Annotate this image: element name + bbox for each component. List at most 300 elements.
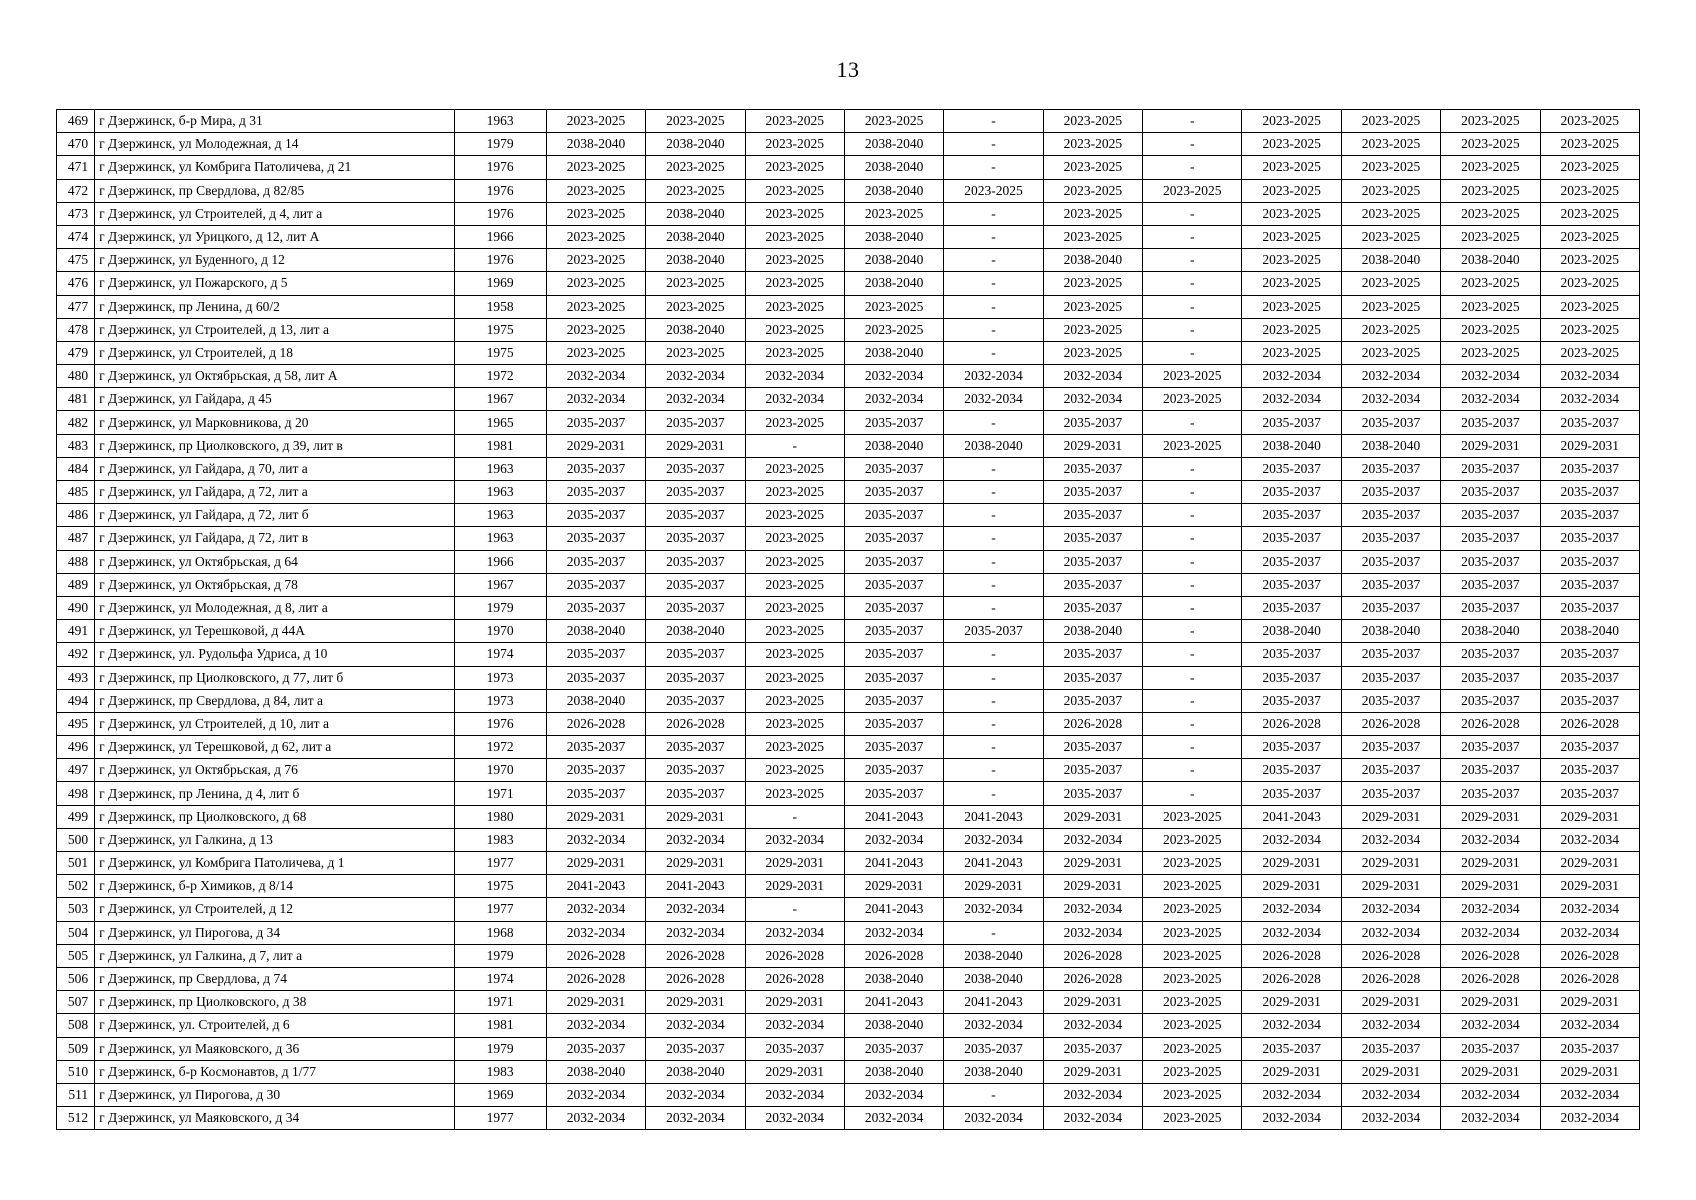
period-cell: 2023-2025 <box>1242 179 1341 202</box>
row-number: 481 <box>57 388 95 411</box>
period-cell: 2035-2037 <box>1043 504 1142 527</box>
period-cell: 2041-2043 <box>646 875 745 898</box>
period-cell: 2035-2037 <box>1242 1037 1341 1060</box>
period-cell: 2029-2031 <box>1441 852 1540 875</box>
period-cell: 2035-2037 <box>1540 782 1639 805</box>
period-cell: - <box>1143 133 1242 156</box>
row-number: 506 <box>57 967 95 990</box>
period-cell: 2035-2037 <box>546 1037 645 1060</box>
table-row <box>57 828 1640 851</box>
period-cell: - <box>1143 272 1242 295</box>
year-cell: 1975 <box>454 341 546 364</box>
year-cell: 1979 <box>454 596 546 619</box>
address-cell: г Дзержинск, ул Маяковского, д 34 <box>95 1107 454 1130</box>
period-cell: - <box>944 156 1043 179</box>
period-cell: 2032-2034 <box>1441 365 1540 388</box>
period-cell: 2035-2037 <box>646 759 745 782</box>
table-row <box>57 967 1640 990</box>
period-cell: 2035-2037 <box>844 550 943 573</box>
period-cell: 2026-2028 <box>745 967 844 990</box>
period-cell: 2029-2031 <box>1043 991 1142 1014</box>
period-cell: 2026-2028 <box>1441 712 1540 735</box>
period-cell: 2035-2037 <box>1540 736 1639 759</box>
address-cell: г Дзержинск, ул Октябрьская, д 64 <box>95 550 454 573</box>
period-cell: 2035-2037 <box>1242 550 1341 573</box>
address-cell: г Дзержинск, б-р Химиков, д 8/14 <box>95 875 454 898</box>
row-number: 484 <box>57 457 95 480</box>
period-cell: 2026-2028 <box>1043 712 1142 735</box>
row-number: 487 <box>57 527 95 550</box>
period-cell: 2038-2040 <box>546 1060 645 1083</box>
period-cell: 2023-2025 <box>745 133 844 156</box>
period-cell: 2023-2025 <box>1441 225 1540 248</box>
period-cell: 2029-2031 <box>1341 805 1440 828</box>
period-cell: 2023-2025 <box>1341 341 1440 364</box>
period-cell: 2032-2034 <box>844 365 943 388</box>
period-cell: 2029-2031 <box>646 434 745 457</box>
period-cell: 2032-2034 <box>646 1083 745 1106</box>
year-cell: 1970 <box>454 620 546 643</box>
period-cell: 2035-2037 <box>844 782 943 805</box>
period-cell: - <box>745 434 844 457</box>
table-row <box>57 620 1640 643</box>
period-cell: 2026-2028 <box>1242 712 1341 735</box>
period-cell: 2035-2037 <box>844 527 943 550</box>
period-cell: - <box>944 527 1043 550</box>
year-cell: 1958 <box>454 295 546 318</box>
period-cell: 2038-2040 <box>646 1060 745 1083</box>
period-cell: 2023-2025 <box>745 620 844 643</box>
period-cell: 2032-2034 <box>546 1083 645 1106</box>
period-cell: 2023-2025 <box>1242 133 1341 156</box>
year-cell: 1974 <box>454 967 546 990</box>
period-cell: 2032-2034 <box>646 1014 745 1037</box>
period-cell: 2029-2031 <box>1441 991 1540 1014</box>
table-row <box>57 318 1640 341</box>
period-cell: 2032-2034 <box>1242 365 1341 388</box>
period-cell: 2032-2034 <box>745 828 844 851</box>
table-row <box>57 1107 1640 1130</box>
period-cell: 2032-2034 <box>745 921 844 944</box>
period-cell: 2023-2025 <box>1242 295 1341 318</box>
address-cell: г Дзержинск, ул Октябрьская, д 76 <box>95 759 454 782</box>
period-cell: 2023-2025 <box>1143 967 1242 990</box>
period-cell: 2023-2025 <box>1143 1014 1242 1037</box>
period-cell: 2035-2037 <box>1441 481 1540 504</box>
period-cell: 2035-2037 <box>1242 573 1341 596</box>
row-number: 479 <box>57 341 95 364</box>
period-cell: 2035-2037 <box>1540 1037 1639 1060</box>
row-number: 498 <box>57 782 95 805</box>
period-cell: 2035-2037 <box>1341 527 1440 550</box>
period-cell: - <box>1143 666 1242 689</box>
period-cell: - <box>1143 504 1242 527</box>
row-number: 499 <box>57 805 95 828</box>
period-cell: 2023-2025 <box>745 759 844 782</box>
period-cell: - <box>1143 481 1242 504</box>
period-cell: 2035-2037 <box>646 457 745 480</box>
period-cell: - <box>944 341 1043 364</box>
period-cell: 2035-2037 <box>546 573 645 596</box>
period-cell: 2035-2037 <box>1341 666 1440 689</box>
period-cell: 2035-2037 <box>1043 411 1142 434</box>
address-cell: г Дзержинск, ул Маяковского, д 36 <box>95 1037 454 1060</box>
period-cell: 2029-2031 <box>1441 1060 1540 1083</box>
period-cell: 2032-2034 <box>1540 388 1639 411</box>
year-cell: 1979 <box>454 1037 546 1060</box>
year-cell: 1970 <box>454 759 546 782</box>
address-cell: г Дзержинск, ул Гайдара, д 45 <box>95 388 454 411</box>
period-cell: 2032-2034 <box>844 388 943 411</box>
period-cell: 2035-2037 <box>546 457 645 480</box>
table-row <box>57 272 1640 295</box>
table-row <box>57 759 1640 782</box>
period-cell: 2029-2031 <box>745 875 844 898</box>
period-cell: 2035-2037 <box>1242 527 1341 550</box>
period-cell: 2023-2025 <box>1143 179 1242 202</box>
period-cell: 2035-2037 <box>1441 550 1540 573</box>
period-cell: 2032-2034 <box>546 921 645 944</box>
period-cell: 2029-2031 <box>1043 875 1142 898</box>
table-row <box>57 944 1640 967</box>
period-cell: 2035-2037 <box>844 504 943 527</box>
period-cell: 2038-2040 <box>1341 434 1440 457</box>
period-cell: 2032-2034 <box>1341 921 1440 944</box>
period-cell: 2035-2037 <box>546 527 645 550</box>
period-cell: - <box>1143 225 1242 248</box>
period-cell: 2038-2040 <box>844 1060 943 1083</box>
period-cell: 2032-2034 <box>1441 898 1540 921</box>
period-cell: 2035-2037 <box>844 666 943 689</box>
table-row <box>57 805 1640 828</box>
period-cell: 2035-2037 <box>1242 596 1341 619</box>
period-cell: 2035-2037 <box>1341 504 1440 527</box>
period-cell: 2035-2037 <box>546 736 645 759</box>
period-cell: 2023-2025 <box>1143 1107 1242 1130</box>
row-number: 503 <box>57 898 95 921</box>
period-cell: 2029-2031 <box>1540 991 1639 1014</box>
period-cell: 2035-2037 <box>1540 550 1639 573</box>
period-cell: 2035-2037 <box>1441 689 1540 712</box>
period-cell: 2026-2028 <box>1341 967 1440 990</box>
address-cell: г Дзержинск, ул Строителей, д 12 <box>95 898 454 921</box>
period-cell: 2026-2028 <box>1043 967 1142 990</box>
period-cell: 2038-2040 <box>844 156 943 179</box>
period-cell: - <box>1143 411 1242 434</box>
period-cell: 2035-2037 <box>1540 666 1639 689</box>
year-cell: 1966 <box>454 550 546 573</box>
period-cell: 2032-2034 <box>1043 1014 1142 1037</box>
period-cell: 2023-2025 <box>1043 295 1142 318</box>
period-cell: 2038-2040 <box>646 620 745 643</box>
period-cell: 2035-2037 <box>546 782 645 805</box>
period-cell: 2038-2040 <box>646 202 745 225</box>
period-cell: 2032-2034 <box>646 898 745 921</box>
address-cell: г Дзержинск, пр Циолковского, д 68 <box>95 805 454 828</box>
year-cell: 1976 <box>454 712 546 735</box>
period-cell: - <box>1143 782 1242 805</box>
period-cell: - <box>944 504 1043 527</box>
table-row <box>57 1014 1640 1037</box>
row-number: 472 <box>57 179 95 202</box>
period-cell: 2038-2040 <box>1043 620 1142 643</box>
period-cell: 2032-2034 <box>1341 828 1440 851</box>
table-row <box>57 110 1640 133</box>
period-cell: 2038-2040 <box>546 133 645 156</box>
table-row <box>57 388 1640 411</box>
period-cell: 2035-2037 <box>1540 689 1639 712</box>
period-cell: 2035-2037 <box>646 550 745 573</box>
period-cell: 2035-2037 <box>1242 481 1341 504</box>
period-cell: 2032-2034 <box>1043 828 1142 851</box>
period-cell: 2032-2034 <box>1540 1107 1639 1130</box>
year-cell: 1969 <box>454 272 546 295</box>
period-cell: 2041-2043 <box>944 991 1043 1014</box>
period-cell: 2035-2037 <box>1043 457 1142 480</box>
address-cell: г Дзержинск, пр Циолковского, д 39, лит в <box>95 434 454 457</box>
year-cell: 1973 <box>454 689 546 712</box>
period-cell: 2023-2025 <box>1540 341 1639 364</box>
period-cell: 2023-2025 <box>1242 202 1341 225</box>
period-cell: 2035-2037 <box>745 1037 844 1060</box>
address-cell: г Дзержинск, б-р Космонавтов, д 1/77 <box>95 1060 454 1083</box>
period-cell: 2035-2037 <box>1043 689 1142 712</box>
period-cell: 2038-2040 <box>844 225 943 248</box>
period-cell: 2038-2040 <box>1341 620 1440 643</box>
period-cell: 2035-2037 <box>646 782 745 805</box>
period-cell: 2032-2034 <box>745 1014 844 1037</box>
period-cell: 2023-2025 <box>745 504 844 527</box>
period-cell: 2035-2037 <box>646 666 745 689</box>
table-row <box>57 341 1640 364</box>
period-cell: 2023-2025 <box>1441 202 1540 225</box>
period-cell: 2035-2037 <box>1242 666 1341 689</box>
period-cell: 2035-2037 <box>1540 573 1639 596</box>
period-cell: 2029-2031 <box>646 991 745 1014</box>
period-cell: 2032-2034 <box>546 828 645 851</box>
year-cell: 1974 <box>454 643 546 666</box>
period-cell: 2035-2037 <box>1341 736 1440 759</box>
period-cell: 2035-2037 <box>1540 481 1639 504</box>
period-cell: 2032-2034 <box>844 828 943 851</box>
period-cell: 2029-2031 <box>745 1060 844 1083</box>
period-cell: - <box>944 921 1043 944</box>
period-cell: 2032-2034 <box>1540 921 1639 944</box>
table-row <box>57 852 1640 875</box>
period-cell: 2023-2025 <box>1143 875 1242 898</box>
period-cell: 2023-2025 <box>546 202 645 225</box>
period-cell: 2023-2025 <box>745 179 844 202</box>
period-cell: 2023-2025 <box>546 156 645 179</box>
period-cell: - <box>1143 156 1242 179</box>
period-cell: 2038-2040 <box>844 1014 943 1037</box>
period-cell: 2035-2037 <box>1540 504 1639 527</box>
period-cell: 2023-2025 <box>745 341 844 364</box>
row-number: 509 <box>57 1037 95 1060</box>
period-cell: 2023-2025 <box>745 110 844 133</box>
period-cell: 2038-2040 <box>1441 620 1540 643</box>
period-cell: 2029-2031 <box>1540 1060 1639 1083</box>
period-cell: 2026-2028 <box>1341 712 1440 735</box>
period-cell: 2035-2037 <box>844 596 943 619</box>
period-cell: - <box>944 643 1043 666</box>
period-cell: 2023-2025 <box>1441 341 1540 364</box>
period-cell: 2023-2025 <box>546 179 645 202</box>
table-row <box>57 573 1640 596</box>
row-number: 486 <box>57 504 95 527</box>
period-cell: 2032-2034 <box>844 1083 943 1106</box>
row-number: 491 <box>57 620 95 643</box>
period-cell: 2035-2037 <box>546 596 645 619</box>
period-cell: 2035-2037 <box>1341 643 1440 666</box>
period-cell: 2032-2034 <box>1242 828 1341 851</box>
period-cell: 2029-2031 <box>1441 875 1540 898</box>
period-cell: 2023-2025 <box>1242 272 1341 295</box>
period-cell: 2032-2034 <box>1341 1083 1440 1106</box>
table-row <box>57 550 1640 573</box>
row-number: 493 <box>57 666 95 689</box>
period-cell: 2035-2037 <box>844 573 943 596</box>
period-cell: 2035-2037 <box>546 759 645 782</box>
period-cell: 2023-2025 <box>1143 434 1242 457</box>
address-cell: г Дзержинск, ул Комбрига Патоличева, д 21 <box>95 156 454 179</box>
period-cell: - <box>1143 249 1242 272</box>
period-cell: 2029-2031 <box>1540 805 1639 828</box>
period-cell: 2041-2043 <box>844 991 943 1014</box>
year-cell: 1965 <box>454 411 546 434</box>
period-cell: 2026-2028 <box>1242 967 1341 990</box>
address-cell: г Дзержинск, ул Молодежная, д 8, лит а <box>95 596 454 619</box>
period-cell: 2023-2025 <box>1540 249 1639 272</box>
address-cell: г Дзержинск, ул Пирогова, д 30 <box>95 1083 454 1106</box>
period-cell: 2032-2034 <box>1441 1083 1540 1106</box>
period-cell: 2032-2034 <box>844 921 943 944</box>
period-cell: 2032-2034 <box>646 365 745 388</box>
period-cell: 2041-2043 <box>944 852 1043 875</box>
period-cell: 2038-2040 <box>844 967 943 990</box>
period-cell: 2038-2040 <box>944 944 1043 967</box>
period-cell: 2038-2040 <box>1441 249 1540 272</box>
period-cell: - <box>944 1083 1043 1106</box>
period-cell: 2032-2034 <box>944 1107 1043 1130</box>
period-cell: 2032-2034 <box>546 1107 645 1130</box>
period-cell: 2032-2034 <box>1043 898 1142 921</box>
period-cell: 2026-2028 <box>1242 944 1341 967</box>
period-cell: 2035-2037 <box>546 643 645 666</box>
year-cell: 1979 <box>454 944 546 967</box>
period-cell: 2026-2028 <box>1441 967 1540 990</box>
period-cell: 2032-2034 <box>745 365 844 388</box>
table-row <box>57 504 1640 527</box>
period-cell: 2035-2037 <box>1242 782 1341 805</box>
period-cell: 2029-2031 <box>745 852 844 875</box>
period-cell: 2023-2025 <box>1341 202 1440 225</box>
period-cell: 2035-2037 <box>646 573 745 596</box>
period-cell: 2026-2028 <box>844 944 943 967</box>
year-cell: 1981 <box>454 1014 546 1037</box>
row-number: 469 <box>57 110 95 133</box>
row-number: 476 <box>57 272 95 295</box>
period-cell: 2023-2025 <box>1143 388 1242 411</box>
period-cell: 2023-2025 <box>1043 341 1142 364</box>
address-cell: г Дзержинск, ул Строителей, д 4, лит а <box>95 202 454 225</box>
period-cell: 2023-2025 <box>745 156 844 179</box>
period-cell: 2032-2034 <box>1242 388 1341 411</box>
period-cell: 2035-2037 <box>1341 689 1440 712</box>
period-cell: 2029-2031 <box>546 852 645 875</box>
period-cell: 2023-2025 <box>1043 156 1142 179</box>
period-cell: 2038-2040 <box>844 179 943 202</box>
period-cell: - <box>944 712 1043 735</box>
period-cell: 2023-2025 <box>1242 249 1341 272</box>
period-cell: 2032-2034 <box>1043 1083 1142 1106</box>
period-cell: 2035-2037 <box>844 736 943 759</box>
page-number: 13 <box>836 57 860 82</box>
row-number: 501 <box>57 852 95 875</box>
period-cell: 2035-2037 <box>1043 666 1142 689</box>
period-cell: 2038-2040 <box>646 225 745 248</box>
period-cell: 2032-2034 <box>546 388 645 411</box>
period-cell: - <box>944 596 1043 619</box>
period-cell: 2035-2037 <box>1242 759 1341 782</box>
row-number: 470 <box>57 133 95 156</box>
table-row <box>57 736 1640 759</box>
year-cell: 1968 <box>454 921 546 944</box>
period-cell: 2029-2031 <box>1242 991 1341 1014</box>
period-cell: - <box>1143 110 1242 133</box>
table-row <box>57 202 1640 225</box>
period-cell: 2035-2037 <box>1540 596 1639 619</box>
period-cell: 2035-2037 <box>844 620 943 643</box>
period-cell: 2023-2025 <box>1143 898 1242 921</box>
period-cell: 2032-2034 <box>1540 828 1639 851</box>
period-cell: 2029-2031 <box>1242 875 1341 898</box>
period-cell: 2035-2037 <box>1242 643 1341 666</box>
period-cell: 2032-2034 <box>646 388 745 411</box>
table-row <box>57 1060 1640 1083</box>
address-cell: г Дзержинск, б-р Мира, д 31 <box>95 110 454 133</box>
period-cell: 2023-2025 <box>1143 852 1242 875</box>
table-row <box>57 666 1640 689</box>
period-cell: 2029-2031 <box>646 852 745 875</box>
period-cell: 2032-2034 <box>1242 921 1341 944</box>
address-cell: г Дзержинск, ул Галкина, д 13 <box>95 828 454 851</box>
period-cell: 2035-2037 <box>1043 550 1142 573</box>
period-cell: 2032-2034 <box>546 365 645 388</box>
address-cell: г Дзержинск, пр Свердлова, д 84, лит а <box>95 689 454 712</box>
address-cell: г Дзержинск, ул Пирогова, д 34 <box>95 921 454 944</box>
period-cell: 2032-2034 <box>1242 1107 1341 1130</box>
period-cell: 2035-2037 <box>844 457 943 480</box>
address-cell: г Дзержинск, ул. Рудольфа Удриса, д 10 <box>95 643 454 666</box>
row-number: 512 <box>57 1107 95 1130</box>
period-cell: - <box>1143 202 1242 225</box>
year-cell: 1981 <box>454 434 546 457</box>
period-cell: 2038-2040 <box>1043 249 1142 272</box>
year-cell: 1967 <box>454 388 546 411</box>
period-cell: 2023-2025 <box>1341 110 1440 133</box>
period-cell: 2023-2025 <box>546 249 645 272</box>
period-cell: 2023-2025 <box>745 481 844 504</box>
period-cell: - <box>944 202 1043 225</box>
period-cell: 2038-2040 <box>944 434 1043 457</box>
period-cell: 2032-2034 <box>944 898 1043 921</box>
period-cell: 2023-2025 <box>1540 179 1639 202</box>
year-cell: 1983 <box>454 1060 546 1083</box>
table-row <box>57 689 1640 712</box>
period-cell: 2032-2034 <box>646 921 745 944</box>
period-cell: 2029-2031 <box>546 434 645 457</box>
